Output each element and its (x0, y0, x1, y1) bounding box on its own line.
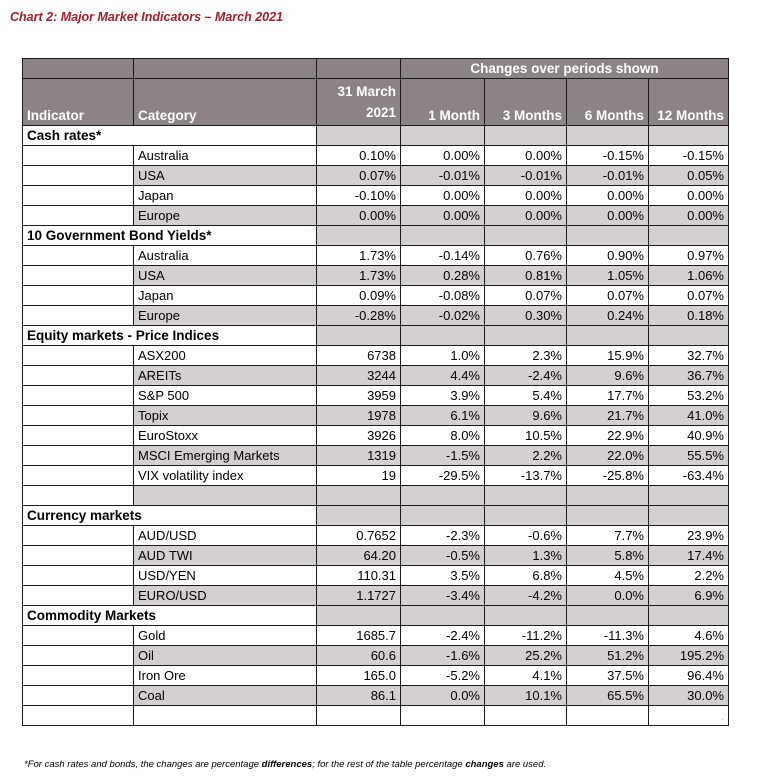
twelve-months-cell: -63.4% (649, 466, 729, 486)
table-row (23, 286, 729, 306)
section-title: Currency markets (23, 506, 317, 526)
table-row (23, 426, 729, 446)
empty-cell (567, 226, 649, 246)
empty-cell (485, 706, 567, 726)
three-months-cell: -11.2% (485, 626, 567, 646)
value-cell: -0.28% (317, 306, 401, 326)
six-months-cell: 17.7% (567, 386, 649, 406)
value-cell: 0.07% (317, 166, 401, 186)
one-month-cell: 0.00% (401, 186, 485, 206)
value-cell: 1685.7 (317, 626, 401, 646)
six-months-cell: 22.9% (567, 426, 649, 446)
empty-cell (485, 226, 567, 246)
table-row (23, 266, 729, 286)
three-months-cell: 0.00% (485, 206, 567, 226)
section-row (23, 226, 729, 246)
table-body (23, 126, 729, 726)
section-row (23, 326, 729, 346)
value-cell: -0.10% (317, 186, 401, 206)
twelve-months-cell: 36.7% (649, 366, 729, 386)
six-months-cell: 0.07% (567, 286, 649, 306)
one-month-cell: -2.4% (401, 626, 485, 646)
one-month-cell: -29.5% (401, 466, 485, 486)
twelve-months-cell: 96.4% (649, 666, 729, 686)
value-cell: 1319 (317, 446, 401, 466)
twelve-months-cell: 55.5% (649, 446, 729, 466)
six-months-cell: 65.5% (567, 686, 649, 706)
six-months-cell: 0.90% (567, 246, 649, 266)
empty-cell (649, 606, 729, 626)
value-cell: 0.10% (317, 146, 401, 166)
twelve-months-cell: 23.9% (649, 526, 729, 546)
indicator-cell (23, 546, 134, 566)
category-cell: MSCI Emerging Markets (134, 446, 317, 466)
empty-cell (317, 486, 401, 506)
value-cell: 1.73% (317, 246, 401, 266)
one-month-cell: 0.0% (401, 686, 485, 706)
indicator-header: Indicator (23, 79, 134, 126)
blank-row (23, 486, 729, 506)
category-cell: Oil (134, 646, 317, 666)
three-months-cell: -0.6% (485, 526, 567, 546)
empty-cell (485, 326, 567, 346)
one-month-cell: -1.6% (401, 646, 485, 666)
empty-cell (401, 326, 485, 346)
indicator-cell (23, 186, 134, 206)
value-cell: 1978 (317, 406, 401, 426)
table-row (23, 446, 729, 466)
changes-header: Changes over periods shown (401, 59, 729, 79)
category-cell: USD/YEN (134, 566, 317, 586)
twelve-months-cell: -0.15% (649, 146, 729, 166)
category-cell: Topix (134, 406, 317, 426)
empty-cell (567, 126, 649, 146)
table-row (23, 346, 729, 366)
table-row (23, 666, 729, 686)
category-cell: S&P 500 (134, 386, 317, 406)
three-months-cell: 0.76% (485, 246, 567, 266)
three-months-cell: 2.2% (485, 446, 567, 466)
empty-cell (317, 606, 401, 626)
section-row (23, 606, 729, 626)
category-cell: USA (134, 266, 317, 286)
empty-cell (317, 706, 401, 726)
table-row (23, 686, 729, 706)
six-months-cell: 0.00% (567, 186, 649, 206)
six-months-cell: 15.9% (567, 346, 649, 366)
empty-cell (485, 606, 567, 626)
empty-cell (134, 486, 317, 506)
three-months-cell: 9.6% (485, 406, 567, 426)
date-header: 31 March 2021 (317, 79, 401, 126)
section-title: 10 Government Bond Yields* (23, 226, 317, 246)
section-title: Commodity Markets (23, 606, 317, 626)
three-months-cell: 0.81% (485, 266, 567, 286)
table-row (23, 186, 729, 206)
twelve-months-cell: 41.0% (649, 406, 729, 426)
six-months-cell: 0.24% (567, 306, 649, 326)
empty-cell (23, 486, 134, 506)
twelve-months-cell: 6.9% (649, 586, 729, 606)
indicator-cell (23, 166, 134, 186)
twelve-months-cell: 0.97% (649, 246, 729, 266)
twelve-months-cell: 195.2% (649, 646, 729, 666)
one-month-cell: 8.0% (401, 426, 485, 446)
six-months-cell: 22.0% (567, 446, 649, 466)
value-cell: 6738 (317, 346, 401, 366)
three-months-cell: 4.1% (485, 666, 567, 686)
empty-cell (401, 506, 485, 526)
table-row (23, 566, 729, 586)
six-months-cell: -11.3% (567, 626, 649, 646)
empty-cell (401, 706, 485, 726)
value-cell: 3926 (317, 426, 401, 446)
category-cell: Iron Ore (134, 666, 317, 686)
table-row (23, 366, 729, 386)
six-months-cell: 0.00% (567, 206, 649, 226)
twelve-months-header: 12 Months (649, 79, 729, 126)
blank-row (23, 706, 729, 726)
category-cell: AUD TWI (134, 546, 317, 566)
twelve-months-cell: 1.06% (649, 266, 729, 286)
three-months-cell: -2.4% (485, 366, 567, 386)
one-month-cell: 0.28% (401, 266, 485, 286)
three-months-cell: 10.1% (485, 686, 567, 706)
category-cell: Europe (134, 206, 317, 226)
twelve-months-cell: 0.07% (649, 286, 729, 306)
twelve-months-cell: 53.2% (649, 386, 729, 406)
table-row (23, 626, 729, 646)
indicator-cell (23, 406, 134, 426)
one-month-header: 1 Month (401, 79, 485, 126)
six-months-cell: -0.15% (567, 146, 649, 166)
twelve-months-cell: 40.9% (649, 426, 729, 446)
twelve-months-cell: 32.7% (649, 346, 729, 366)
one-month-cell: -0.08% (401, 286, 485, 306)
table-row (23, 546, 729, 566)
table-row (23, 526, 729, 546)
twelve-months-cell: 0.00% (649, 206, 729, 226)
empty-cell (401, 486, 485, 506)
indicator-cell (23, 266, 134, 286)
empty-cell (317, 326, 401, 346)
three-months-cell: 1.3% (485, 546, 567, 566)
one-month-cell: 1.0% (401, 346, 485, 366)
one-month-cell: -0.5% (401, 546, 485, 566)
six-months-cell: 0.0% (567, 586, 649, 606)
six-months-header: 6 Months (567, 79, 649, 126)
category-cell: Gold (134, 626, 317, 646)
chart-title: Chart 2: Major Market Indicators – March 2021 (10, 10, 284, 24)
six-months-cell: 4.5% (567, 566, 649, 586)
value-cell: 64.20 (317, 546, 401, 566)
empty-cell (649, 126, 729, 146)
indicator-cell (23, 286, 134, 306)
three-months-cell: 10.5% (485, 426, 567, 446)
empty-cell (567, 706, 649, 726)
three-months-cell: 0.00% (485, 186, 567, 206)
one-month-cell: 4.4% (401, 366, 485, 386)
indicator-cell (23, 586, 134, 606)
indicator-cell (23, 426, 134, 446)
twelve-months-cell: 0.00% (649, 186, 729, 206)
one-month-cell: 3.9% (401, 386, 485, 406)
category-cell: ASX200 (134, 346, 317, 366)
value-cell: 110.31 (317, 566, 401, 586)
empty-cell (567, 326, 649, 346)
twelve-months-cell: 0.18% (649, 306, 729, 326)
value-cell: 165.0 (317, 666, 401, 686)
indicator-cell (23, 366, 134, 386)
indicator-cell (23, 306, 134, 326)
value-cell: 0.00% (317, 206, 401, 226)
indicator-cell (23, 466, 134, 486)
three-months-cell: 0.00% (485, 146, 567, 166)
category-header: Category (134, 79, 317, 126)
category-cell: AUD/USD (134, 526, 317, 546)
three-months-header: 3 Months (485, 79, 567, 126)
footnote: *For cash rates and bonds, the changes are percentage differences; for the rest of the table percentage changes are used. (24, 759, 547, 770)
twelve-months-cell: 4.6% (649, 626, 729, 646)
six-months-cell: 1.05% (567, 266, 649, 286)
empty-cell (23, 706, 134, 726)
twelve-months-cell: 0.05% (649, 166, 729, 186)
section-title: Equity markets - Price Indices (23, 326, 317, 346)
section-title: Cash rates* (23, 126, 317, 146)
empty-cell (649, 706, 729, 726)
value-cell: 1.1727 (317, 586, 401, 606)
indicator-cell (23, 346, 134, 366)
six-months-cell: 7.7% (567, 526, 649, 546)
value-cell: 60.6 (317, 646, 401, 666)
empty-cell (485, 126, 567, 146)
six-months-cell: -0.01% (567, 166, 649, 186)
value-cell: 3244 (317, 366, 401, 386)
category-cell: Australia (134, 146, 317, 166)
market-indicators-table (22, 58, 729, 726)
one-month-cell: -1.5% (401, 446, 485, 466)
indicator-cell (23, 626, 134, 646)
section-row (23, 506, 729, 526)
three-months-cell: -0.01% (485, 166, 567, 186)
indicator-cell (23, 446, 134, 466)
three-months-cell: -13.7% (485, 466, 567, 486)
empty-cell (567, 506, 649, 526)
indicator-cell (23, 146, 134, 166)
one-month-cell: 0.00% (401, 146, 485, 166)
empty-cell (649, 506, 729, 526)
six-months-cell: 51.2% (567, 646, 649, 666)
one-month-cell: -5.2% (401, 666, 485, 686)
empty-cell (567, 486, 649, 506)
indicator-cell (23, 206, 134, 226)
empty-cell (134, 706, 317, 726)
one-month-cell: -2.3% (401, 526, 485, 546)
value-cell: 19 (317, 466, 401, 486)
table-header (23, 59, 729, 126)
empty-cell (401, 606, 485, 626)
six-months-cell: 37.5% (567, 666, 649, 686)
one-month-cell: -0.01% (401, 166, 485, 186)
six-months-cell: 9.6% (567, 366, 649, 386)
value-cell: 1.73% (317, 266, 401, 286)
three-months-cell: 2.3% (485, 346, 567, 366)
empty-cell (649, 226, 729, 246)
three-months-cell: 6.8% (485, 566, 567, 586)
six-months-cell: 5.8% (567, 546, 649, 566)
value-cell: 0.09% (317, 286, 401, 306)
table-row (23, 386, 729, 406)
three-months-cell: 0.30% (485, 306, 567, 326)
value-cell: 3959 (317, 386, 401, 406)
category-cell: Europe (134, 306, 317, 326)
category-cell: EURO/USD (134, 586, 317, 606)
empty-cell (401, 126, 485, 146)
category-cell: AREITs (134, 366, 317, 386)
category-cell: VIX volatility index (134, 466, 317, 486)
category-cell: Japan (134, 286, 317, 306)
empty-cell (649, 326, 729, 346)
indicator-cell (23, 646, 134, 666)
table-row (23, 206, 729, 226)
empty-cell (485, 506, 567, 526)
six-months-cell: -25.8% (567, 466, 649, 486)
indicator-cell (23, 246, 134, 266)
value-cell: 0.7652 (317, 526, 401, 546)
twelve-months-cell: 30.0% (649, 686, 729, 706)
one-month-cell: -0.14% (401, 246, 485, 266)
table-row (23, 246, 729, 266)
table-row (23, 586, 729, 606)
category-cell: Japan (134, 186, 317, 206)
empty-cell (317, 226, 401, 246)
one-month-cell: -3.4% (401, 586, 485, 606)
empty-cell (567, 606, 649, 626)
table-row (23, 306, 729, 326)
value-cell: 86.1 (317, 686, 401, 706)
category-cell: EuroStoxx (134, 426, 317, 446)
corner-mark: . (722, 716, 724, 722)
one-month-cell: 3.5% (401, 566, 485, 586)
category-cell: Coal (134, 686, 317, 706)
twelve-months-cell: 17.4% (649, 546, 729, 566)
indicator-cell (23, 686, 134, 706)
indicator-cell (23, 666, 134, 686)
empty-cell (485, 486, 567, 506)
one-month-cell: 6.1% (401, 406, 485, 426)
indicator-cell (23, 526, 134, 546)
three-months-cell: 0.07% (485, 286, 567, 306)
table-row (23, 166, 729, 186)
category-cell: Australia (134, 246, 317, 266)
twelve-months-cell: 2.2% (649, 566, 729, 586)
empty-cell (401, 226, 485, 246)
three-months-cell: -4.2% (485, 586, 567, 606)
table-row (23, 466, 729, 486)
six-months-cell: 21.7% (567, 406, 649, 426)
section-row (23, 126, 729, 146)
empty-cell (317, 506, 401, 526)
table-row (23, 406, 729, 426)
empty-cell (317, 126, 401, 146)
three-months-cell: 25.2% (485, 646, 567, 666)
three-months-cell: 5.4% (485, 386, 567, 406)
category-cell: USA (134, 166, 317, 186)
empty-cell (649, 486, 729, 506)
one-month-cell: -0.02% (401, 306, 485, 326)
indicator-cell (23, 386, 134, 406)
one-month-cell: 0.00% (401, 206, 485, 226)
indicator-cell (23, 566, 134, 586)
table-row (23, 646, 729, 666)
table-row (23, 146, 729, 166)
